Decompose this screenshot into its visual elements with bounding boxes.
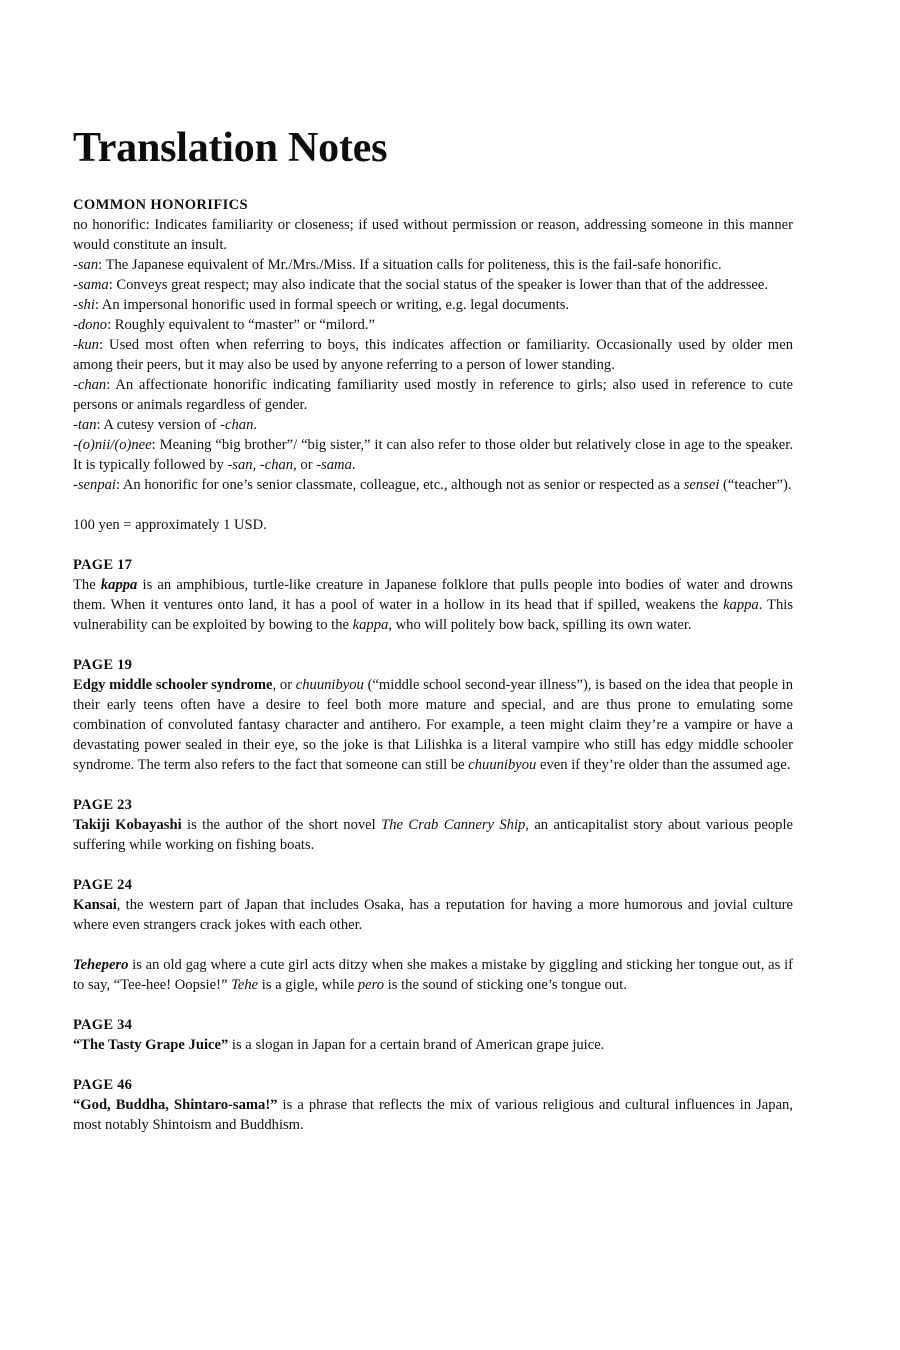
- note-text-run: kappa: [100, 577, 138, 593]
- honorific-definition: (“teacher”).: [719, 477, 792, 493]
- note-text-run: is the sound of sticking one’s tongue out.: [384, 977, 627, 993]
- note-text-run: The: [73, 577, 101, 593]
- common-honorifics-section: [73, 195, 793, 495]
- note-text-run: Tehepero: [73, 957, 129, 973]
- note-text-run: Edgy middle schooler syndrome: [73, 677, 273, 693]
- honorific-term: -tan: [73, 417, 97, 433]
- honorific-entry: [73, 295, 793, 315]
- spacer: [73, 775, 793, 795]
- note-text-run: even if they’re older than the assumed age.: [536, 757, 791, 773]
- honorific-definition: : Indicates familiarity or closeness; if used without permission or reason, addressing someone in this manner would constitute an insult.: [73, 217, 793, 253]
- note-text-run: “The Tasty Grape Juice”: [73, 1037, 229, 1053]
- honorific-definition-emphasis: -sama: [316, 457, 352, 473]
- currency-note: 100 yen = approximately 1 USD.: [73, 517, 267, 533]
- note-paragraph: [73, 1035, 793, 1055]
- note-text-run: Tehe: [231, 977, 259, 993]
- honorific-definition: .: [253, 417, 258, 433]
- page-reference-heading: PAGE 23: [73, 797, 133, 813]
- honorific-definition: : Used most often when referring to boys, this indicates affection or familiarity. Occasionally used by older men among their peers, but it may also be used by anyone referring to a person of lower standing.: [73, 337, 793, 373]
- honorific-definition: : An affectionate honorific indicating familiarity used mostly in reference to girls; also used in reference to cute persons or animals regardless of gender.: [73, 377, 793, 413]
- honorific-term: -sama: [73, 277, 109, 293]
- spacer: [73, 535, 793, 555]
- note-text-run: is a slogan in Japan for a certain brand of American grape juice.: [228, 1037, 605, 1053]
- honorific-definition-emphasis: -san, -chan,: [227, 457, 301, 473]
- honorific-entry: [73, 375, 793, 415]
- honorific-term: -chan: [73, 377, 107, 393]
- note-paragraph: [73, 1095, 793, 1135]
- honorific-term: -kun: [73, 337, 99, 353]
- honorific-term: no honorific: [73, 217, 146, 233]
- note-paragraph: [73, 675, 793, 775]
- spacer: [73, 1055, 793, 1075]
- note-text-run: is an old gag where a cute girl acts ditzy when she makes a mistake by giggling and sticking her tongue out, as if to say, “Tee-hee! Oopsie!”: [73, 957, 793, 993]
- honorific-entry: [73, 475, 793, 495]
- page-reference-heading: PAGE 34: [73, 1017, 133, 1033]
- note-text-run: kappa: [352, 617, 389, 633]
- honorific-definition: : An impersonal honorific used in formal speech or writing, e.g. legal documents.: [94, 297, 570, 313]
- note-text-run: , who will politely bow back, spilling its own water.: [388, 617, 692, 633]
- note-text-run: (“middle school second-year illness”), is based on the idea that people in their early teens often have a desire to feel both more mature and special, and are thus prone to emulating some combination of convoluted fantasy character and antihero. For example, a teen might claim they’re a vampire or have a devastating power sealed in their eye, so the joke is that Lilishka is a literal vampire who still has edgy middle schooler syndrome. The term also refers to the fact that someone can still be: [73, 677, 793, 773]
- note-paragraph: [73, 895, 793, 935]
- spacer: [73, 635, 793, 655]
- note-text-run: kappa: [723, 597, 759, 613]
- translation-notes-list: [73, 535, 793, 1135]
- page-reference-heading: PAGE 17: [73, 557, 133, 573]
- honorific-definition: : Conveys great respect; may also indicate that the social status of the speaker is lower than that of the addressee.: [108, 277, 769, 293]
- honorific-entry: [73, 415, 793, 435]
- note-text-run: is an amphibious, turtle-like creature in Japanese folklore that pulls people into bodies of water and drowns them. When it ventures onto land, it has a pool of water in a hollow in its head that if spilled, weakens the: [73, 577, 793, 613]
- spacer: [73, 855, 793, 875]
- page-reference-heading: PAGE 24: [73, 877, 133, 893]
- honorific-entry: [73, 435, 793, 475]
- honorific-term: -(o)nii/(o)nee: [73, 437, 152, 453]
- honorific-term: -dono: [73, 317, 108, 333]
- section-heading-common-honorifics: COMMON HONORIFICS: [73, 197, 248, 213]
- note-text-run: , the western part of Japan that includes Osaka, has a reputation for having a more humorous and jovial culture where even strangers crack jokes with each other.: [73, 897, 793, 933]
- honorifics-list: [73, 215, 793, 495]
- note-text-run: Takiji Kobayashi: [73, 817, 182, 833]
- honorific-entry: [73, 335, 793, 375]
- spacer: [73, 935, 793, 955]
- note-text-run: The Crab Cannery Ship: [381, 817, 526, 833]
- note-text-run: . This vulnerability can be exploited by bowing to the: [73, 597, 793, 633]
- note-text-run: Kansai: [73, 897, 117, 913]
- honorific-definition: or: [300, 457, 317, 473]
- note-text-run: pero: [357, 977, 385, 993]
- note-text-run: , an anticapitalist story about various people suffering while working on fishing boats.: [73, 817, 793, 853]
- note-paragraph: [73, 815, 793, 855]
- honorific-entry: [73, 215, 793, 255]
- note-text-run: is a phrase that reflects the mix of various religious and cultural influences in Japan, most notably Shintoism and Buddhism.: [73, 1097, 793, 1133]
- honorific-definition: : Roughly equivalent to “master” or “milord.”: [107, 317, 375, 333]
- honorific-term: -shi: [73, 297, 95, 313]
- note-text-run: is the author of the short novel: [181, 817, 382, 833]
- note-text-run: is a gigle, while: [258, 977, 358, 993]
- honorific-definition: : The Japanese equivalent of Mr./Mrs./Miss. If a situation calls for politeness, this is the fail-safe honorific.: [98, 257, 722, 273]
- honorific-definition: : A cutesy version of: [96, 417, 221, 433]
- page-reference-heading: PAGE 19: [73, 657, 133, 673]
- page-reference-heading: PAGE 46: [73, 1077, 133, 1093]
- honorific-entry: [73, 275, 793, 295]
- spacer: [73, 495, 793, 515]
- spacer: [73, 995, 793, 1015]
- page-title: Translation Notes: [73, 125, 388, 171]
- honorific-definition-emphasis: sensei: [683, 477, 720, 493]
- note-text-run: , or: [272, 677, 296, 693]
- honorific-definition: : An honorific for one’s senior classmate, colleague, etc., although not as senior or respected as a: [115, 477, 684, 493]
- note-text-run: chuunibyou: [468, 757, 537, 773]
- note-paragraph: [73, 955, 793, 995]
- honorific-definition: : Meaning “big brother”/ “big sister,” it can also refer to those older but relatively close in age to the speaker. It is typically followed by: [73, 437, 793, 473]
- honorific-entry: [73, 255, 793, 275]
- note-text-run: chuunibyou: [295, 677, 364, 693]
- honorific-entry: [73, 315, 793, 335]
- note-paragraph: [73, 575, 793, 635]
- honorific-term: -san: [73, 257, 99, 273]
- honorific-definition: .: [351, 457, 356, 473]
- honorific-term: -senpai: [73, 477, 116, 493]
- honorific-definition-emphasis: -chan: [220, 417, 254, 433]
- note-text-run: “God, Buddha, Shintaro-sama!”: [73, 1097, 278, 1113]
